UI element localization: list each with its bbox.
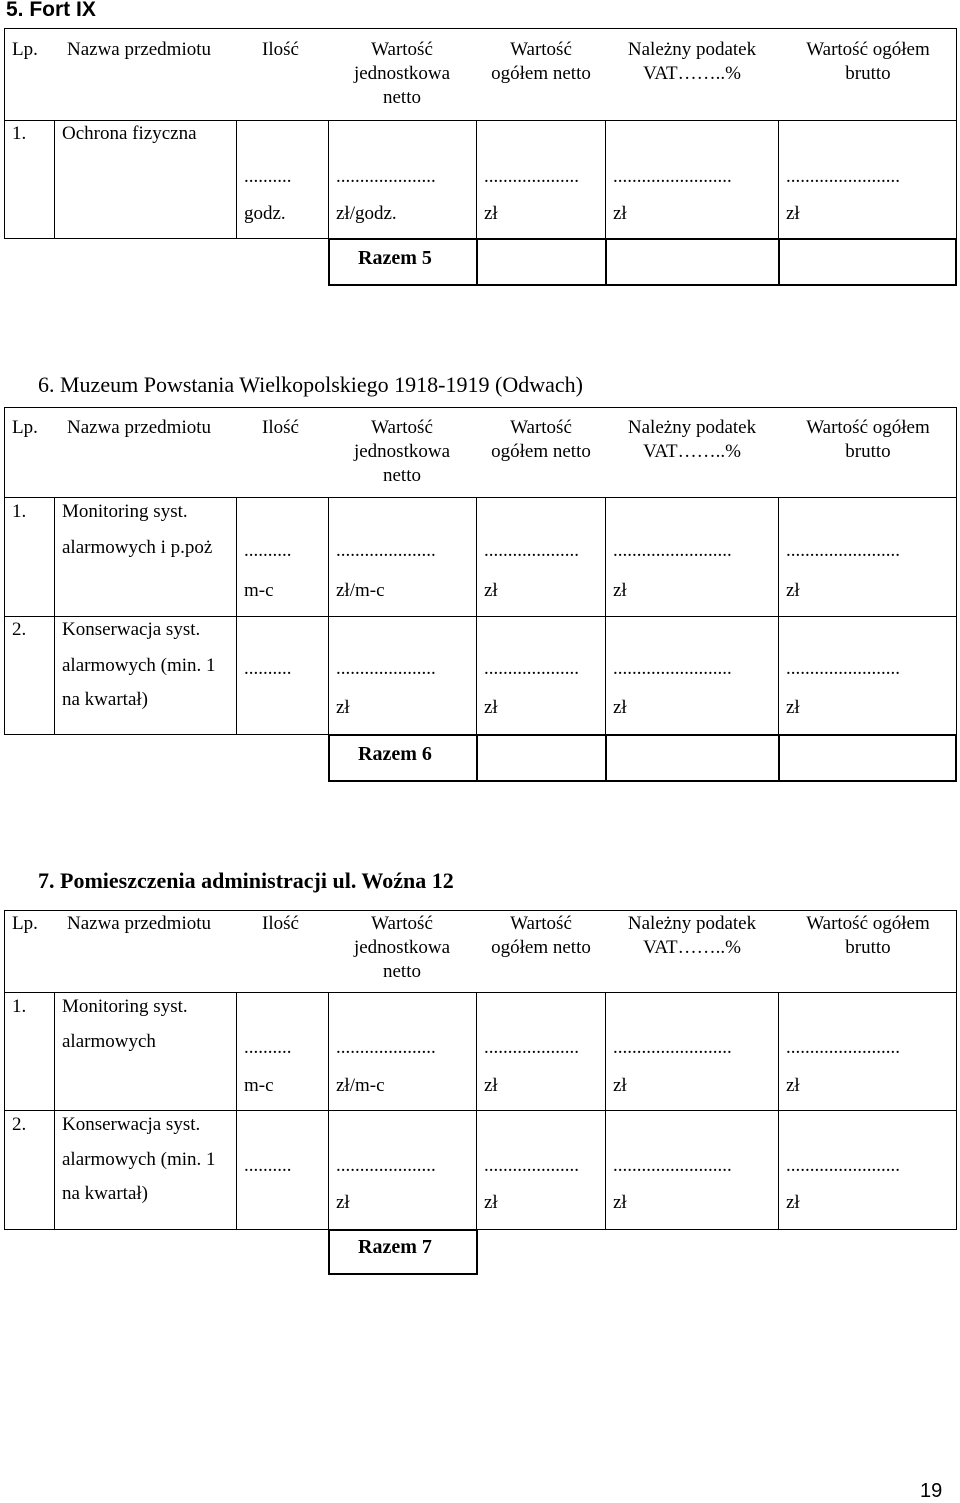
vat-field[interactable]: ......................... — [613, 1037, 732, 1058]
header-qty: Ilość — [262, 39, 299, 60]
unit-value-unit: zł/godz. — [336, 203, 397, 224]
header-gross-line1: Wartość ogółem — [806, 39, 930, 60]
row-name-line1: Monitoring syst. — [62, 996, 188, 1017]
header-net-value — [480, 416, 602, 464]
header-net-line2: ogółem netto — [491, 441, 591, 462]
row-name-line2: alarmowych — [62, 1031, 156, 1052]
qty-field[interactable]: .......... — [244, 540, 292, 561]
unit-value-field[interactable]: ..................... — [336, 1155, 436, 1176]
vat-unit: zł — [613, 697, 627, 718]
header-gross — [782, 912, 954, 960]
header-unit-line2: jednostkowa — [353, 441, 451, 462]
gross-value-unit: zł — [786, 580, 800, 601]
vat-unit: zł — [613, 580, 627, 601]
section6-title: 6. Muzeum Powstania Wielkopolskiego 1918-1919 (Odwach) — [38, 372, 583, 397]
header-vat-line2: VAT……..% — [643, 937, 741, 958]
header-vat — [608, 38, 776, 86]
header-vat-line2: VAT……..% — [643, 63, 741, 84]
gross-value-unit: zł — [786, 697, 800, 718]
header-gross-line1: Wartość ogółem — [806, 913, 930, 934]
header-lp: Lp. — [12, 39, 38, 60]
header-gross-line2: brutto — [845, 441, 891, 462]
gross-value-field[interactable]: ........................ — [786, 540, 900, 561]
header-net-line1: Wartość — [510, 417, 572, 438]
header-vat-line2: VAT……..% — [643, 441, 741, 462]
net-value-field[interactable]: .................... — [484, 1155, 579, 1176]
page-number: 19 — [920, 1480, 943, 1502]
total-label: Razem 7 — [358, 1236, 432, 1258]
row-lp: 2. — [12, 619, 27, 640]
net-value-unit: zł — [484, 697, 498, 718]
row-name: Ochrona fizyczna — [62, 123, 197, 144]
gross-value-field[interactable]: ........................ — [786, 166, 900, 187]
vat-unit: zł — [613, 1075, 627, 1096]
net-value-field[interactable]: .................... — [484, 166, 579, 187]
row-name-line3: na kwartał) — [62, 1183, 148, 1204]
total-label: Razem 5 — [358, 247, 432, 269]
header-unit-value — [340, 38, 464, 110]
vat-unit: zł — [613, 203, 627, 224]
row-name-line2: alarmowych (min. 1 — [62, 1149, 216, 1170]
row-lp: 1. — [12, 123, 27, 144]
header-net-line1: Wartość — [510, 913, 572, 934]
header-name: Nazwa przedmiotu — [67, 417, 212, 438]
header-unit-line2: jednostkowa — [353, 63, 451, 84]
header-qty: Ilość — [262, 417, 299, 438]
unit-value-field[interactable]: ..................... — [336, 540, 436, 561]
qty-field[interactable]: .......... — [244, 658, 292, 679]
header-name: Nazwa przedmiotu — [67, 913, 212, 934]
net-value-unit: zł — [484, 580, 498, 601]
net-value-unit: zł — [484, 1192, 498, 1213]
net-value-unit: zł — [484, 1075, 498, 1096]
header-unit-line3: netto — [383, 961, 421, 982]
header-gross-line2: brutto — [845, 937, 891, 958]
header-gross — [782, 38, 954, 86]
header-vat-line1: Należny podatek — [627, 913, 757, 934]
qty-field[interactable]: .......... — [244, 1037, 292, 1058]
gross-value-unit: zł — [786, 1075, 800, 1096]
net-value-field[interactable]: .................... — [484, 658, 579, 679]
net-value-unit: zł — [484, 203, 498, 224]
section5-title: 5. Fort IX — [6, 0, 96, 21]
vat-field[interactable]: ......................... — [613, 540, 732, 561]
unit-value-unit: zł — [336, 697, 350, 718]
row-name-line2: alarmowych (min. 1 — [62, 655, 216, 676]
gross-value-unit: zł — [786, 203, 800, 224]
header-unit-line1: Wartość — [371, 417, 433, 438]
qty-unit: godz. — [244, 203, 286, 224]
header-net-value — [480, 38, 602, 86]
qty-unit: m-c — [244, 580, 274, 601]
gross-value-field[interactable]: ........................ — [786, 658, 900, 679]
section7-title: 7. Pomieszczenia administracji ul. Woźna 12 — [38, 868, 454, 893]
row-name-line2: alarmowych i p.poż — [62, 537, 213, 558]
unit-value-field[interactable]: ..................... — [336, 658, 436, 679]
header-unit-line2: jednostkowa — [353, 937, 451, 958]
gross-value-field[interactable]: ........................ — [786, 1037, 900, 1058]
header-gross-line2: brutto — [845, 63, 891, 84]
row-lp: 1. — [12, 996, 27, 1017]
header-vat — [608, 416, 776, 464]
unit-value-field[interactable]: ..................... — [336, 166, 436, 187]
gross-value-unit: zł — [786, 1192, 800, 1213]
row-name-line1: Konserwacja syst. — [62, 619, 201, 640]
header-net-line1: Wartość — [510, 39, 572, 60]
header-vat — [608, 912, 776, 960]
header-lp: Lp. — [12, 913, 38, 934]
vat-unit: zł — [613, 1192, 627, 1213]
row-name-line3: na kwartał) — [62, 689, 148, 710]
header-unit-value — [340, 912, 464, 984]
net-value-field[interactable]: .................... — [484, 1037, 579, 1058]
header-vat-line1: Należny podatek — [627, 417, 757, 438]
header-net-line2: ogółem netto — [491, 937, 591, 958]
header-unit-line1: Wartość — [371, 913, 433, 934]
vat-field[interactable]: ......................... — [613, 1155, 732, 1176]
qty-unit: m-c — [244, 1075, 274, 1096]
net-value-field[interactable]: .................... — [484, 540, 579, 561]
unit-value-unit: zł/m-c — [336, 580, 385, 601]
gross-value-field[interactable]: ........................ — [786, 1155, 900, 1176]
header-gross-line1: Wartość ogółem — [806, 417, 930, 438]
total-label: Razem 6 — [358, 743, 432, 765]
vat-field[interactable]: ......................... — [613, 658, 732, 679]
header-unit-line1: Wartość — [371, 39, 433, 60]
header-net-line2: ogółem netto — [491, 63, 591, 84]
row-lp: 1. — [12, 501, 27, 522]
unit-value-field[interactable]: ..................... — [336, 1037, 436, 1058]
vat-field[interactable]: ......................... — [613, 166, 732, 187]
header-unit-line3: netto — [383, 87, 421, 108]
row-name-line1: Monitoring syst. — [62, 501, 188, 522]
header-qty: Ilość — [262, 913, 299, 934]
unit-value-unit: zł/m-c — [336, 1075, 385, 1096]
header-lp: Lp. — [12, 417, 38, 438]
header-vat-line1: Należny podatek — [627, 39, 757, 60]
row-lp: 2. — [12, 1114, 27, 1135]
qty-field[interactable]: .......... — [244, 1155, 292, 1176]
unit-value-unit: zł — [336, 1192, 350, 1213]
header-unit-line3: netto — [383, 465, 421, 486]
qty-field[interactable]: .......... — [244, 166, 292, 187]
header-unit-value — [340, 416, 464, 488]
row-name-line1: Konserwacja syst. — [62, 1114, 201, 1135]
header-gross — [782, 416, 954, 464]
header-net-value — [480, 912, 602, 960]
header-name: Nazwa przedmiotu — [67, 39, 212, 60]
